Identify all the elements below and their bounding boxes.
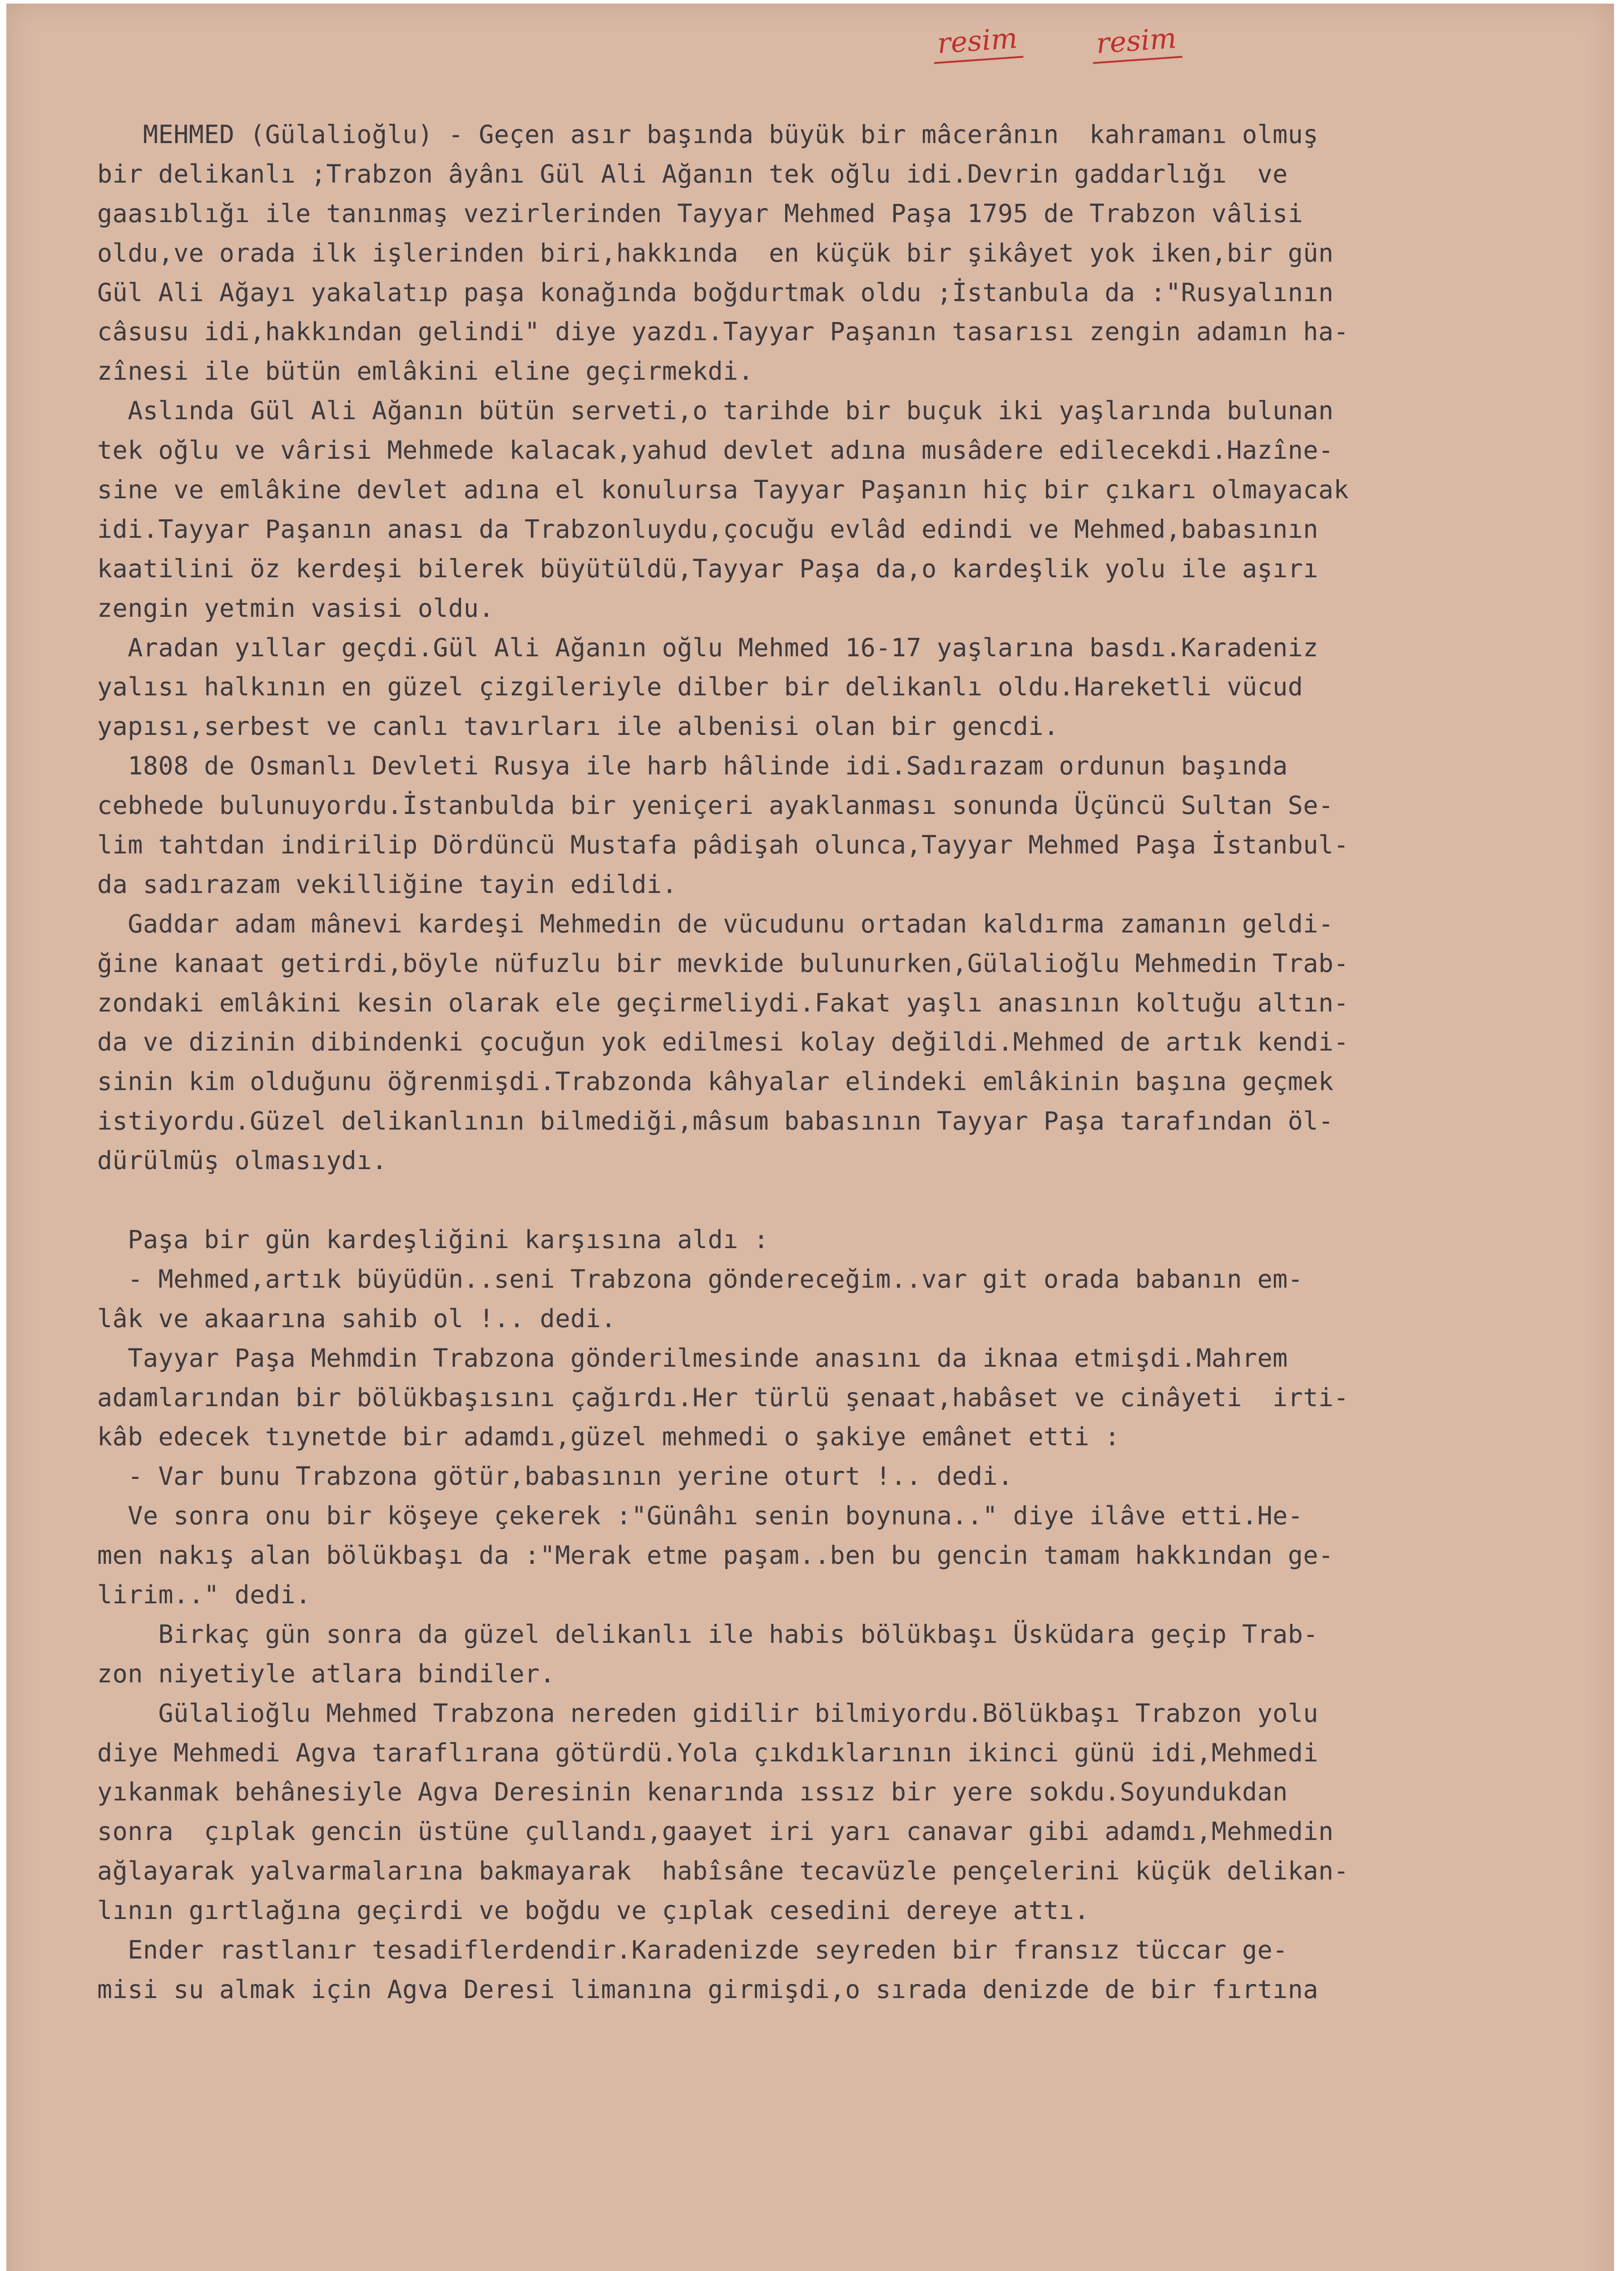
text-line: tek oğlu ve vârisi Mehmede kalacak,yahud devlet adına musâdere edilecekdi.Hazîne- <box>97 436 1334 465</box>
text-line: Aslında Gül Ali Ağanın bütün serveti,o tarihde bir buçuk iki yaşlarında bulunan <box>97 396 1334 426</box>
text-line: Aradan yıllar geçdi.Gül Ali Ağanın oğlu Mehmed 16-17 yaşlarına basdı.Karadeniz <box>97 633 1319 662</box>
text-line: Gül Ali Ağayı yakalatıp paşa konağında boğdurtmak oldu ;İstanbula da :"Rusyalının <box>97 278 1334 307</box>
text-line: sine ve emlâkine devlet adına el konulursa Tayyar Paşanın hiç bir çıkarı olmayacak <box>97 475 1349 505</box>
text-line: Birkaç gün sonra da güzel delikanlı ile habis bölükbaşı Üsküdara geçip Trab- <box>97 1619 1319 1649</box>
text-line: idi.Tayyar Paşanın anası da Trabzonluydu,çocuğu evlâd edindi ve Mehmed,babasının <box>97 514 1319 544</box>
text-line: lının gırtlağına geçirdi ve boğdu ve çıplak cesedini dereye attı. <box>97 1896 1089 1925</box>
text-line: Paşa bir gün kardeşliğini karşısına aldı : <box>97 1225 769 1254</box>
handwritten-note: resim <box>931 21 1023 64</box>
text-line: Gaddar adam mânevi kardeşi Mehmedin de vücudunu ortadan kaldırma zamanın geldi- <box>97 909 1334 938</box>
text-line: misi su almak için Agva Deresi limanına girmişdi,o sırada denizde de bir fırtına <box>97 1974 1319 2004</box>
text-line: da sadırazam vekilliğine tayin edildi. <box>97 869 678 899</box>
text-line: - Mehmed,artık büyüdün..seni Trabzona göndereceğim..var git orada babanın em- <box>97 1264 1303 1294</box>
text-line: adamlarından bir bölükbaşısını çağırdı.Her türlü şenaat,habâset ve cinâyeti irti- <box>97 1383 1349 1412</box>
text-line: - Var bunu Trabzona götür,babasının yerine oturt !.. dedi. <box>97 1462 1013 1491</box>
text-line: yapısı,serbest ve canlı tavırları ile albenisi olan bir gencdi. <box>97 712 1059 741</box>
text-line: da ve dizinin dibindenki çocuğun yok edilmesi kolay değildi.Mehmed de artık kendi- <box>97 1027 1349 1057</box>
text-line: Tayyar Paşa Mehmdin Trabzona gönderilmesinde anasını da iknaa etmişdi.Mahrem <box>97 1343 1288 1373</box>
text-line <box>97 1180 1609 1220</box>
text-line: MEHMED (Gülalioğlu) - Geçen asır başında büyük bir mâcerânın kahramanı olmuş <box>97 120 1319 149</box>
text-line: Gülalioğlu Mehmed Trabzona nereden gidilir bilmiyordu.Bölükbaşı Trabzon yolu <box>97 1698 1319 1728</box>
text-line: ğine kanaat getirdi,böyle nüfuzlu bir mevkide bulunurken,Gülalioğlu Mehmedin Trab- <box>97 948 1349 978</box>
handwritten-note: resim <box>1090 21 1182 64</box>
text-line: sonra çıplak gencin üstüne çullandı,gaayet iri yarı canavar gibi adamdı,Mehmedin <box>97 1817 1334 1846</box>
text-line: yıkanmak behânesiyle Agva Deresinin kenarında ıssız bir yere sokdu.Soyundukdan <box>97 1777 1288 1807</box>
text-line: men nakış alan bölükbaşı da :"Merak etme paşam..ben bu gencin tamam hakkından ge- <box>97 1541 1334 1570</box>
text-line: zengin yetmin vasisi oldu. <box>97 593 494 623</box>
text-line: Ender rastlanır tesadiflerdendir.Karadenizde seyreden bir fransız tüccar ge- <box>97 1935 1288 1964</box>
text-line: 1808 de Osmanlı Devleti Rusya ile harb hâlinde idi.Sadırazam ordunun başında <box>97 751 1288 781</box>
text-line: diye Mehmedi Agva taraflırana götürdü.Yola çıkdıklarının ikinci günü idi,Mehmedi <box>97 1738 1319 1767</box>
text-line: lirim.." dedi. <box>97 1580 311 1609</box>
text-line: kâb edecek tıynetde bir adamdı,güzel mehmedi o şakiye emânet etti : <box>97 1422 1120 1452</box>
text-line: Ve sonra onu bir köşeye çekerek :"Günâhı senin boynuna.." diye ilâve etti.He- <box>97 1501 1303 1531</box>
typewritten-page <box>6 4 1614 2271</box>
text-line: câsusu idi,hakkından gelindi" diye yazdı.Tayyar Paşanın tasarısı zengin adamın ha- <box>97 317 1349 347</box>
text-line: dürülmüş olmasıydı. <box>97 1146 387 1175</box>
text-line: yalısı halkının en güzel çizgileriyle dilber bir delikanlı oldu.Hareketli vücud <box>97 672 1303 702</box>
text-line: lim tahtdan indirilip Dördüncü Mustafa pâdişah olunca,Tayyar Mehmed Paşa İstanbul- <box>97 830 1349 860</box>
text-line: oldu,ve orada ilk işlerinden biri,hakkında en küçük bir şikâyet yok iken,bir gün <box>97 238 1334 268</box>
text-line: kaatilini öz kerdeşi bilerek büyütüldü,Tayyar Paşa da,o kardeşlik yolu ile aşırı <box>97 554 1319 583</box>
text-line: bir delikanlı ;Trabzon âyânı Gül Ali Ağanın tek oğlu idi.Devrin gaddarlığı ve <box>97 159 1288 188</box>
text-line: lâk ve akaarına sahib ol !.. dedi. <box>97 1304 616 1333</box>
text-line: gaasıblığı ile tanınmaş vezirlerinden Tayyar Mehmed Paşa 1795 de Trabzon vâlisi <box>97 198 1303 228</box>
text-line: istiyordu.Güzel delikanlının bilmediği,mâsum babasının Tayyar Paşa tarafından öl- <box>97 1106 1334 1136</box>
typed-text-body <box>97 115 1609 2009</box>
text-line: zondaki emlâkini kesin olarak ele geçirmeliydi.Fakat yaşlı anasının koltuğu altın- <box>97 988 1349 1017</box>
text-line: zon niyetiyle atlara bindiler. <box>97 1659 555 1688</box>
text-line: zînesi ile bütün emlâkini eline geçirmekdi. <box>97 357 754 386</box>
text-line: sinin kim olduğunu öğrenmişdi.Trabzonda kâhyalar elindeki emlâkinin başına geçmek <box>97 1067 1334 1096</box>
text-line: cebhede bulunuyordu.İstanbulda bir yeniçeri ayaklanması sonunda Üçüncü Sultan Se- <box>97 791 1334 820</box>
text-line: ağlayarak yalvarmalarına bakmayarak habîsâne tecavüzle pençelerini küçük delikan- <box>97 1856 1349 1886</box>
